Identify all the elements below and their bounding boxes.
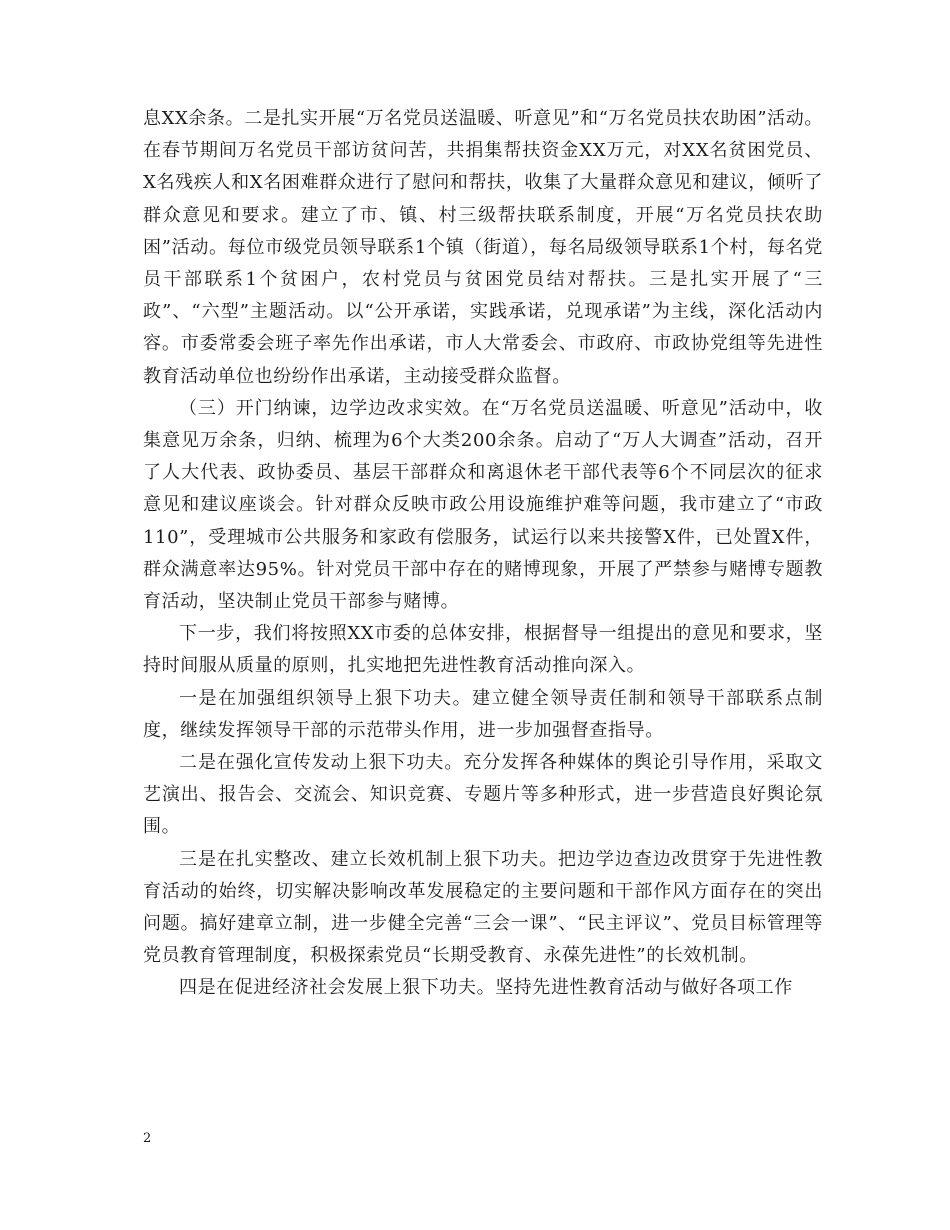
paragraph-point-four: 四是在促进经济社会发展上狠下功夫。坚持先进性教育活动与做好各项工作	[179, 977, 793, 999]
paragraph-point-one: 一是在加强组织领导上狠下功夫。建立健全领导责任制和领导干部联系点制度，继续发挥领导干部的示范带头作用，进一步加强督查指导。	[143, 687, 823, 741]
paragraph-continuation: 息XX余条。二是扎实开展“万名党员送温暖、听意见”和“万名党员扶农助困”活动。在春节期间万名党员干部访贫问苦，共捐集帮扶资金XX万元，对XX名贫困党员、X名残疾人和X名困难群众进行了慰问和帮扶，收集了大量群众意见和建议，倾听了群众意见和要求。建立了市、镇、村三级帮扶联系制度，开展“万名党员扶农助困”活动。每位市级党员领导联系1个镇（街道），每名局级领导联系1个村，每名党员干部联系1个贫困户，农村党员与贫困党员结对帮扶。三是扎实开展了“三政”、“六型”主题活动。以“公开承诺，实践承诺，兑现承诺”为主线，深化活动内容。市委常委会班子率先作出承诺，市人大常委会、市政府、市政协党组等先进性教育活动单位也纷纷作出承诺，主动接受群众监督。	[143, 108, 823, 387]
paragraph-point-two: 二是在强化宣传发动上狠下功夫。充分发挥各种媒体的舆论引导作用，采取文艺演出、报告会、交流会、知识竞赛、专题片等多种形式，进一步营造良好舆论氛围。	[143, 752, 823, 838]
paragraph-section-three: （三）开门纳谏，边学边改求实效。在“万名党员送温暖、听意见”活动中，收集意见万余条，归纳、梳理为6个大类200余条。启动了“万人大调查”活动，召开了人大代表、政协委员、基层干部群众和离退休老干部代表等6个不同层次的征求意见和建议座谈会。针对群众反映市政公用设施维护难等问题，我市建立了“市政110”，受理城市公共服务和家政有偿服务，试运行以来共接警X件，已处置X件，群众满意率达95%。针对党员干部中存在的赌博现象，开展了严禁参与赌博专题教育活动，坚决制止党员干部参与赌博。	[143, 397, 823, 613]
paragraph-point-three: 三是在扎实整改、建立长效机制上狠下功夫。把边学边查边改贯穿于先进性教育活动的始终，切实解决影响改革发展稳定的主要问题和干部作风方面存在的突出问题。搞好建章立制，进一步健全完善“三会一课”、“民主评议”、党员目标管理等党员教育管理制度，积极探索党员“长期受教育、永葆先进性”的长效机制。	[143, 848, 823, 967]
page-number: 2	[143, 1131, 152, 1146]
paragraph-next-step: 下一步，我们将按照XX市委的总体安排，根据督导一组提出的意见和要求，坚持时间服从质量的原则，扎实地把先进性教育活动推向深入。	[143, 623, 823, 677]
document-body	[143, 103, 823, 1005]
